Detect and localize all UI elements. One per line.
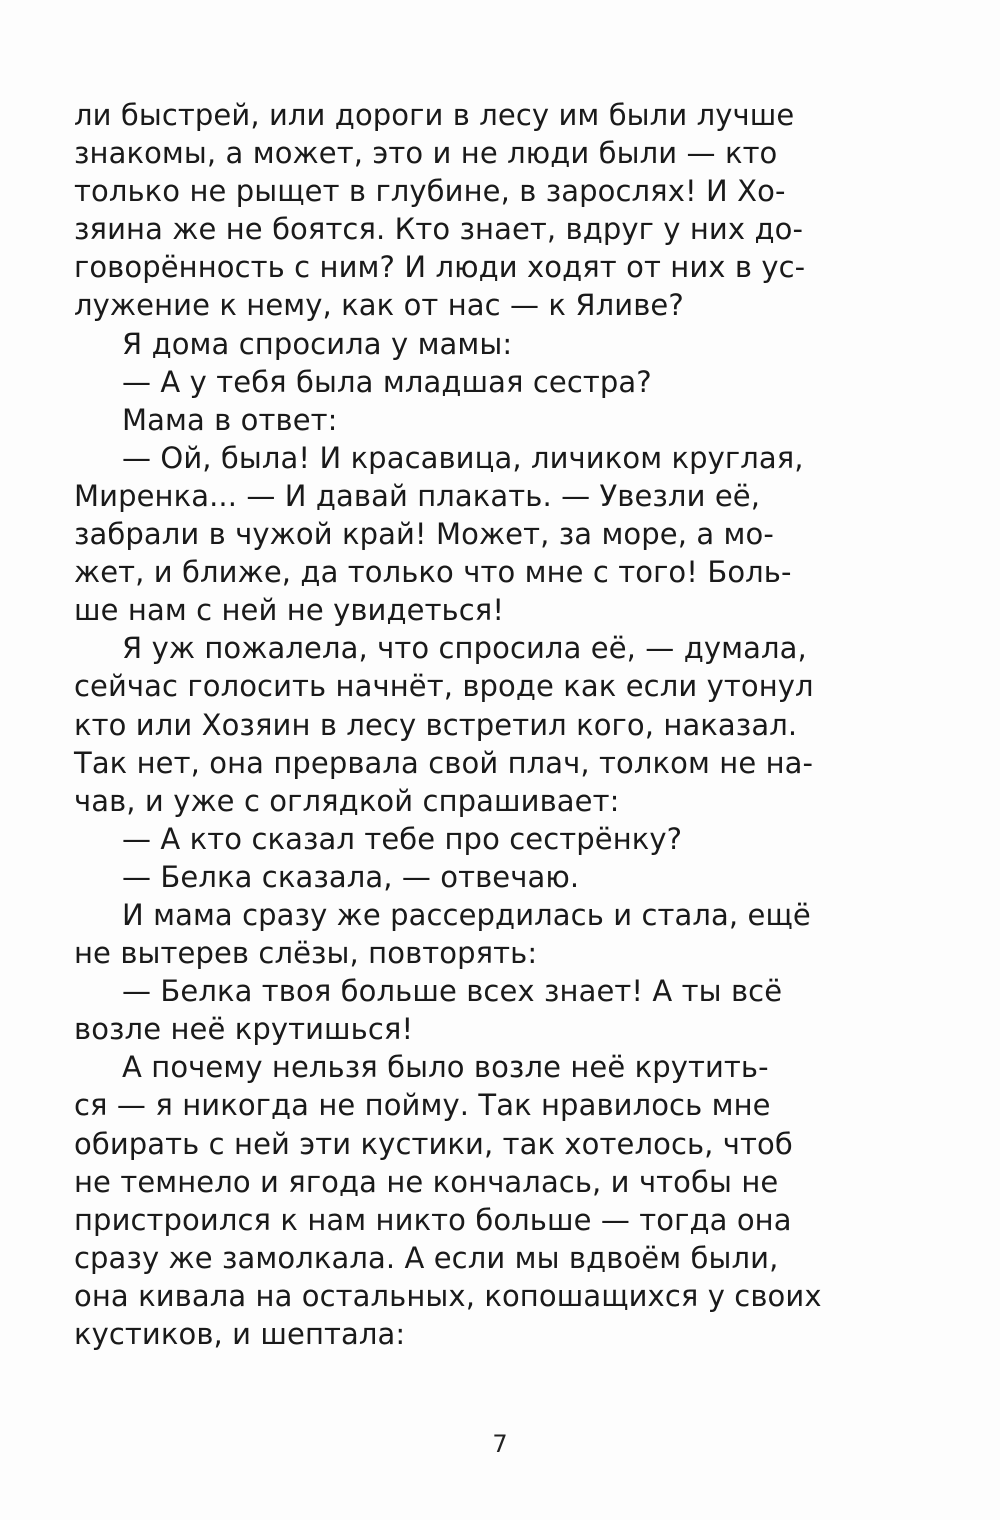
text-line: обирать с ней эти кустики, так хотелось, чтоб bbox=[74, 1126, 793, 1161]
text-line: И мама сразу же рассердилась и стала, ещё bbox=[122, 897, 811, 932]
text-line: Я дома спросила у мамы: bbox=[122, 326, 513, 361]
text-line: ся — я никогда не пойму. Так нравилось мне bbox=[74, 1088, 771, 1123]
text-line: — Ой, была! И красавица, личиком круглая, bbox=[122, 440, 804, 475]
text-line: не темнело и ягода не кончалась, и чтобы не bbox=[74, 1164, 779, 1199]
text-line: пристроился к нам никто больше — тогда она bbox=[74, 1202, 792, 1237]
text-line: лужение к нему, как от нас — к Яливе? bbox=[74, 288, 684, 323]
text-line: жет, и ближе, да только что мне с того! Боль- bbox=[74, 555, 792, 590]
body-text bbox=[74, 96, 842, 1353]
text-line: она кивала на остальных, копошащихся у своих bbox=[74, 1278, 822, 1313]
text-line: зяина же не боятся. Кто знает, вдруг у них до- bbox=[74, 212, 804, 247]
text-line: не вытерев слёзы, повторять: bbox=[74, 936, 538, 971]
text-line: сейчас голосить начнёт, вроде как если утонул bbox=[74, 669, 814, 704]
text-line: Я уж пожалела, что спросила её, — думала, bbox=[122, 631, 807, 666]
text-line: чав, и уже с оглядкой спрашивает: bbox=[74, 783, 620, 818]
text-line: Мама в ответ: bbox=[122, 402, 338, 437]
text-line: сразу же замолкала. А если мы вдвоём были, bbox=[74, 1240, 779, 1275]
text-line: А почему нельзя было возле неё крутить- bbox=[122, 1050, 769, 1085]
text-line: Так нет, она прервала свой плач, толком не на- bbox=[74, 745, 814, 780]
text-line: кто или Хозяин в лесу встретил кого, наказал. bbox=[74, 707, 798, 742]
text-line: забрали в чужой край! Может, за море, а мо- bbox=[74, 517, 774, 552]
text-line: — Белка твоя больше всех знает! А ты всё bbox=[122, 974, 783, 1009]
text-line: возле неё крутишься! bbox=[74, 1012, 414, 1047]
text-line: — А у тебя была младшая сестра? bbox=[122, 364, 652, 399]
text-line: ше нам с ней не увидеться! bbox=[74, 593, 505, 628]
text-line: знакомы, а может, это и не люди были — кто bbox=[74, 136, 778, 171]
page-number: 7 bbox=[492, 1430, 508, 1458]
text-line: кустиков, и шептала: bbox=[74, 1317, 406, 1351]
text-line: только не рыщет в глубине, в зарослях! И Хо- bbox=[74, 174, 786, 209]
text-line: — Белка сказала, — отвечаю. bbox=[122, 859, 580, 894]
text-line: Миренка... — И давай плакать. — Увезли её, bbox=[74, 478, 761, 513]
text-line: ли быстрей, или дороги в лесу им были лучше bbox=[74, 98, 795, 132]
text-line: говорённость с ним? И люди ходят от них в ус- bbox=[74, 250, 806, 285]
text-line: — А кто сказал тебе про сестрёнку? bbox=[122, 821, 683, 856]
